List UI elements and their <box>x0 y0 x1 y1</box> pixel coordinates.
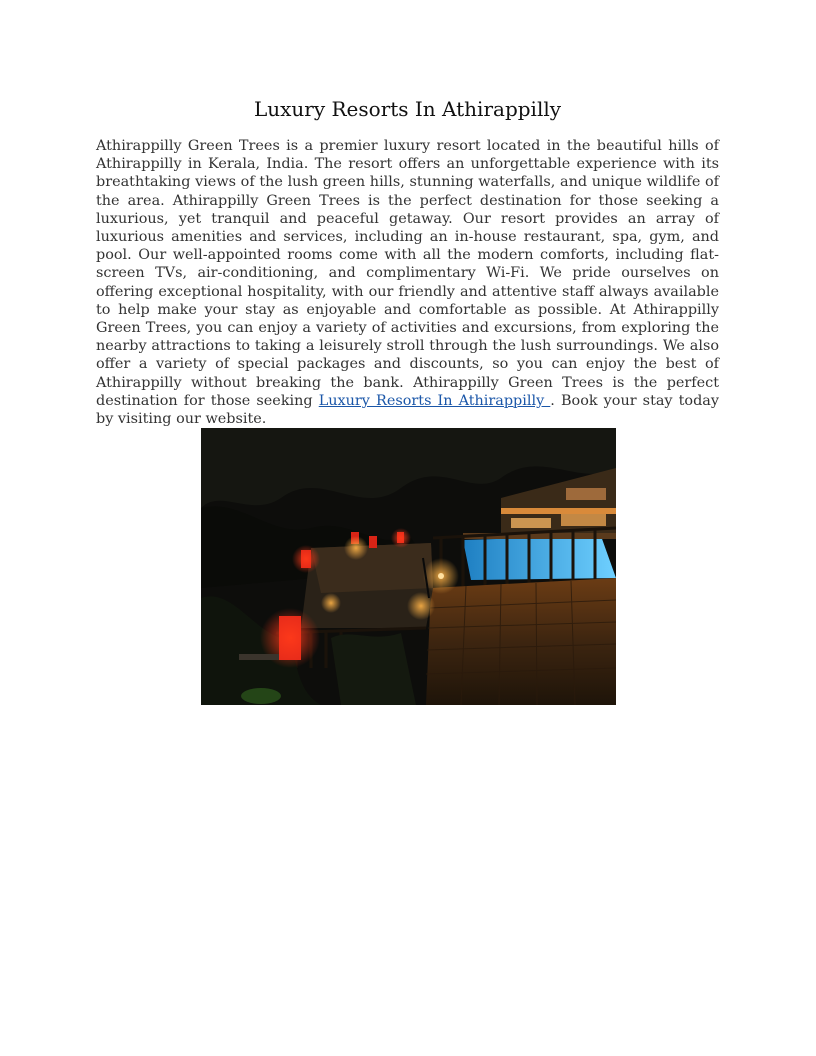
body-paragraph <box>96 137 719 428</box>
page-title: Luxury Resorts In Athirappilly <box>253 97 562 121</box>
paragraph-text-end: . Book your stay today by visiting our website. <box>96 392 720 428</box>
resort-night-photo <box>201 428 616 705</box>
resort-link[interactable]: Luxury Resorts In Athirappilly <box>318 392 551 409</box>
paragraph-text-start: Athirappilly Green Trees is a premier luxury resort located in the beautiful hills of Athirappilly in Kerala, India. The resort offers an unforgettable experience with its breathtaking views of the lush green hills, stunning waterfalls, and unique wildlife of the area. Athirappilly Green Trees is the perfect destination for those seeking a luxurious, yet tranquil and peaceful getaway. Our resort provides an array of luxurious amenities and services, including an in-house restaurant, spa, gym, and pool. Our well-appointed rooms come with all the modern comforts, including flat-screen TVs, air-conditioning, and complimentary Wi-Fi. We pride ourselves on offering exceptional hospitality, with our friendly and attentive staff always available to help make your stay as enjoyable and comfortable as possible. At Athirappilly Green Trees, you can enjoy a variety of activities and excursions, from exploring the nearby attractions to taking a leisurely stroll through the lush surroundings. We also offer a variety of special packages and discounts, so you can enjoy the best of Athirappilly without breaking the bank. Athirappilly Green Trees is the perfect destination for those seeking <box>96 138 719 409</box>
